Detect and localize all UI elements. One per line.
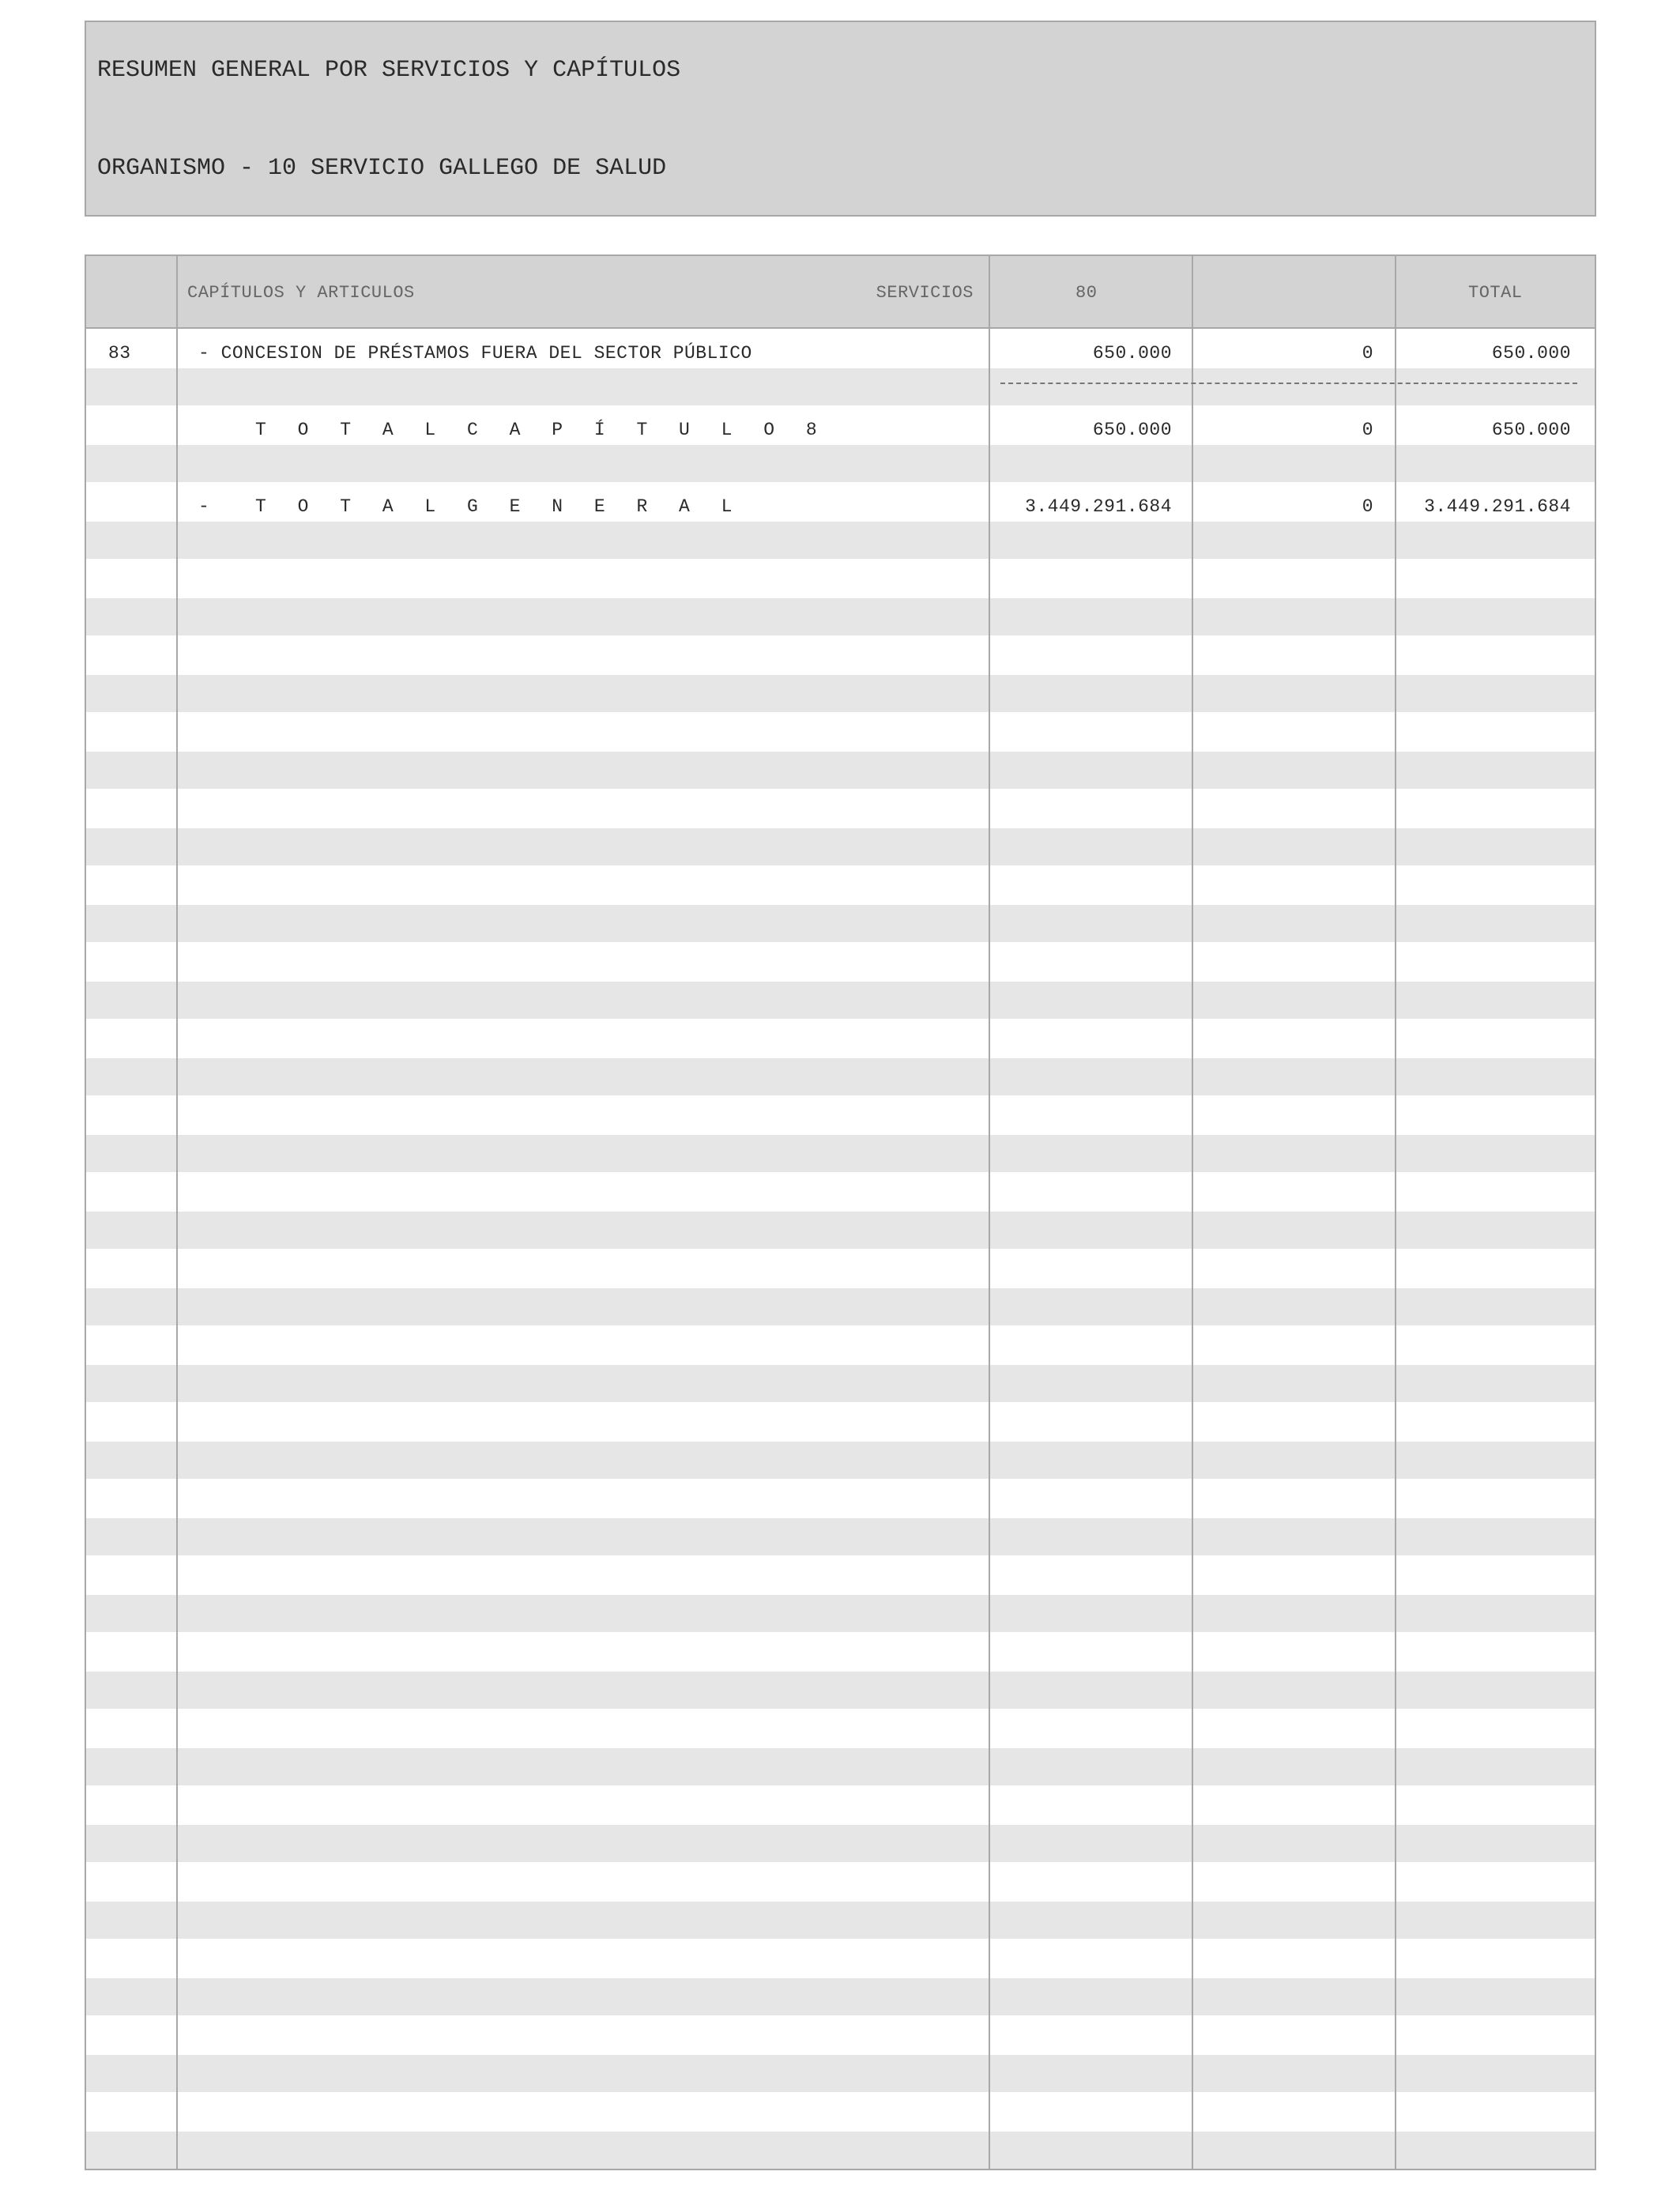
header-capitulos: CAPÍTULOS Y ARTICULOS: [187, 283, 415, 303]
row-total: 650.000: [1491, 343, 1571, 364]
row-total: 650.000: [1491, 420, 1571, 440]
subtotal-dashed-rule: [1000, 383, 1577, 384]
row-label-total-general: T O T A L G E N E R A L: [255, 496, 743, 517]
row-label-total-capitulo: T O T A L C A P Í T U L O 8: [255, 420, 827, 440]
row-value-2: 0: [1362, 496, 1373, 517]
column-divider: [1192, 256, 1193, 2169]
column-divider: [176, 256, 178, 2169]
row-prefix: -: [198, 496, 210, 517]
header-total: TOTAL: [1468, 283, 1523, 303]
summary-table: [85, 254, 1596, 2170]
column-divider: [989, 256, 990, 2169]
report-header: [85, 21, 1596, 217]
header-col-80: 80: [1075, 283, 1098, 303]
row-value-80: 650.000: [1092, 420, 1172, 440]
column-divider: [1395, 256, 1396, 2169]
header-servicios: SERVICIOS: [876, 283, 974, 303]
row-value-80: 650.000: [1092, 343, 1172, 364]
row-label: - CONCESION DE PRÉSTAMOS FUERA DEL SECTOR PÚBLICO: [198, 343, 752, 364]
row-code: 83: [108, 343, 131, 364]
table-header: [86, 256, 1595, 329]
organismo-label: ORGANISMO - 10 SERVICIO GALLEGO DE SALUD: [97, 155, 667, 182]
row-value-2: 0: [1362, 343, 1373, 364]
row-stripes: [86, 329, 1595, 2169]
report-title: RESUMEN GENERAL POR SERVICIOS Y CAPÍTULOS: [97, 57, 681, 84]
row-total: 3.449.291.684: [1424, 496, 1571, 517]
row-value-2: 0: [1362, 420, 1373, 440]
row-value-80: 3.449.291.684: [1025, 496, 1172, 517]
